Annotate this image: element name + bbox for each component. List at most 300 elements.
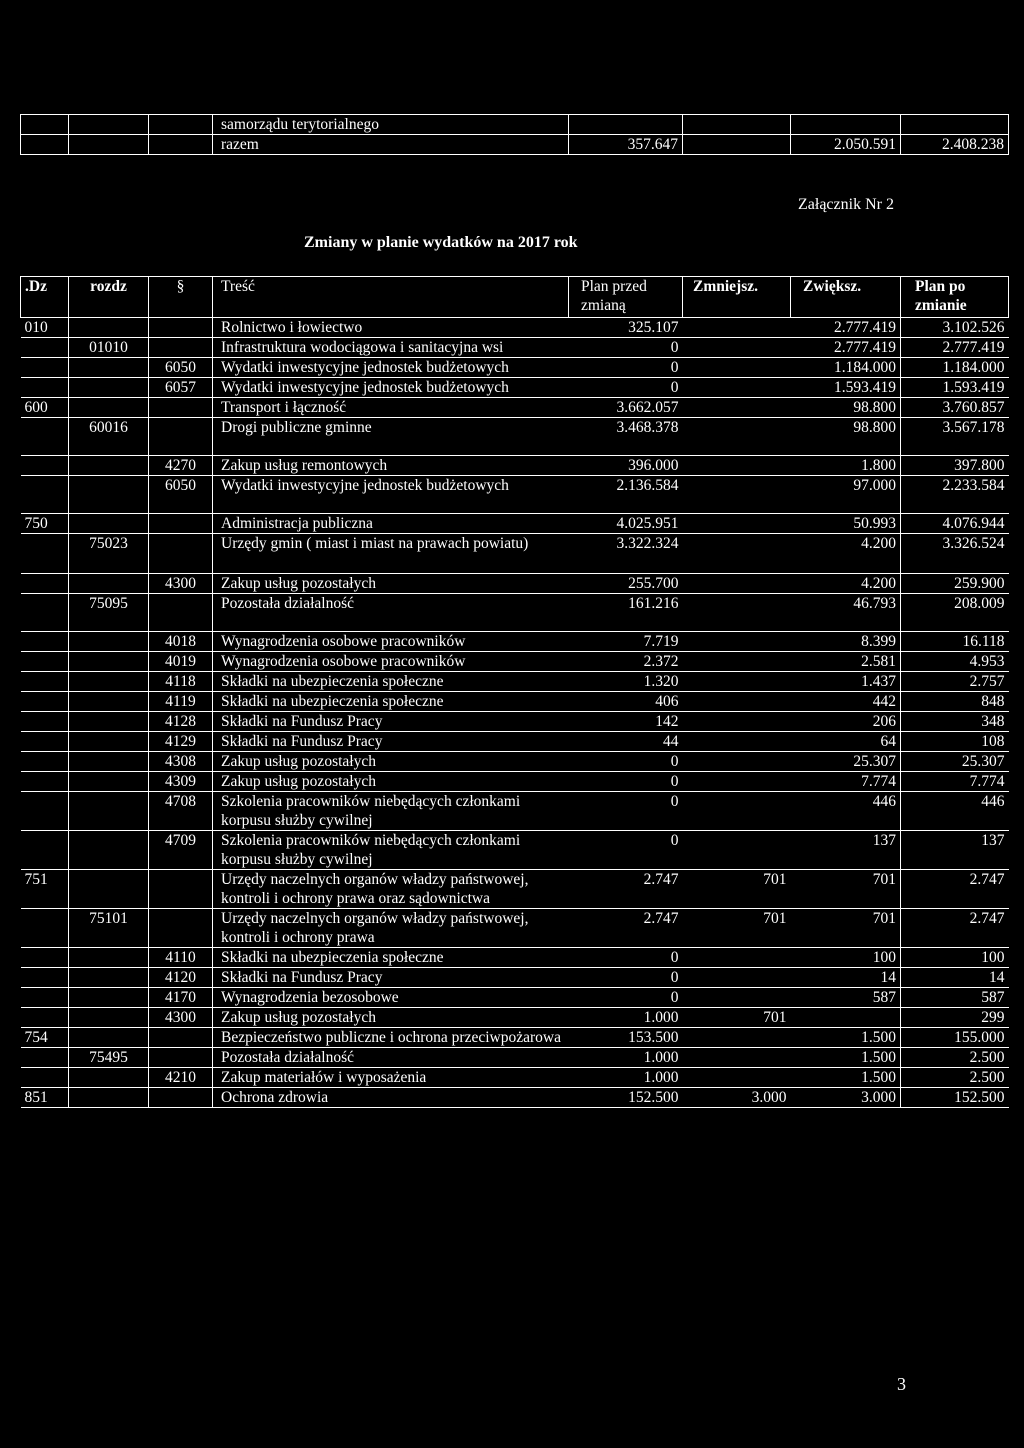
empty-cell xyxy=(149,115,213,135)
rozdz-code xyxy=(69,318,149,338)
dz-code: 851 xyxy=(21,1088,69,1108)
plan-after-value: 152.500 xyxy=(901,1088,1009,1108)
plan-after-value: 2.233.584 xyxy=(901,476,1009,514)
increase-value: 2.581 xyxy=(791,652,901,672)
increase-value: 446 xyxy=(791,792,901,831)
empty-cell xyxy=(69,115,149,135)
dz-code xyxy=(21,909,69,948)
table-row xyxy=(21,831,1009,870)
decrease-value xyxy=(683,115,791,135)
paragraph-code xyxy=(149,418,213,456)
table-row xyxy=(21,574,1009,594)
empty-cell xyxy=(149,135,213,155)
dz-code: 600 xyxy=(21,398,69,418)
decrease-value xyxy=(683,712,791,732)
decrease-value xyxy=(683,1048,791,1068)
table-row xyxy=(21,968,1009,988)
table-row xyxy=(21,476,1009,514)
dz-code xyxy=(21,732,69,752)
description: Zakup usług pozostałych xyxy=(213,752,569,772)
increase-value: 1.500 xyxy=(791,1068,901,1088)
paragraph-code: 4308 xyxy=(149,752,213,772)
description: Pozostała działalność xyxy=(213,594,569,632)
plan-after-value: 2.747 xyxy=(901,870,1009,909)
plan-before-value: 1.000 xyxy=(569,1008,683,1028)
paragraph-code xyxy=(149,870,213,909)
rozdz-code: 75495 xyxy=(69,1048,149,1068)
description: Ochrona zdrowia xyxy=(213,1088,569,1108)
description: Urzędy naczelnych organów władzy państwowej, kontroli i ochrony prawa xyxy=(213,909,569,948)
plan-before-value: 0 xyxy=(569,358,683,378)
decrease-value xyxy=(683,135,791,155)
paragraph-code: 4128 xyxy=(149,712,213,732)
document-title: Zmiany w planie wydatków na 2017 rok xyxy=(304,234,578,251)
paragraph-code: 4708 xyxy=(149,792,213,831)
page-number: 3 xyxy=(897,1374,906,1394)
plan-before-value: 3.468.378 xyxy=(569,418,683,456)
paragraph-code: 4300 xyxy=(149,1008,213,1028)
table-row xyxy=(21,752,1009,772)
decrease-value xyxy=(683,632,791,652)
increase-value: 3.000 xyxy=(791,1088,901,1108)
table-row xyxy=(21,594,1009,632)
increase-value: 1.437 xyxy=(791,672,901,692)
decrease-value xyxy=(683,318,791,338)
rozdz-code xyxy=(69,831,149,870)
increase-value: 4.200 xyxy=(791,534,901,574)
paragraph-code: 4300 xyxy=(149,574,213,594)
plan-before-value: 0 xyxy=(569,338,683,358)
table-row xyxy=(21,692,1009,712)
decrease-value xyxy=(683,476,791,514)
plan-after-value: 348 xyxy=(901,712,1009,732)
rozdz-code xyxy=(69,752,149,772)
dz-code xyxy=(21,1008,69,1028)
description: Drogi publiczne gminne xyxy=(213,418,569,456)
increase-value xyxy=(791,1008,901,1028)
dz-code xyxy=(21,672,69,692)
dz-code xyxy=(21,988,69,1008)
plan-before-value: 0 xyxy=(569,752,683,772)
plan-after-value: 155.000 xyxy=(901,1028,1009,1048)
table-row xyxy=(21,1088,1009,1108)
decrease-value xyxy=(683,574,791,594)
rozdz-code xyxy=(69,652,149,672)
increase-value: 1.800 xyxy=(791,456,901,476)
plan-after-value: 2.757 xyxy=(901,672,1009,692)
paragraph-code xyxy=(149,318,213,338)
description: Szkolenia pracowników niebędących członkami korpusu służby cywilnej xyxy=(213,792,569,831)
description: Wynagrodzenia osobowe pracowników xyxy=(213,652,569,672)
rozdz-code xyxy=(69,456,149,476)
rozdz-code xyxy=(69,692,149,712)
description: Urzędy gmin ( miast i miast na prawach powiatu) xyxy=(213,534,569,574)
dz-code xyxy=(21,792,69,831)
increase-value: 8.399 xyxy=(791,632,901,652)
table-row xyxy=(21,672,1009,692)
description: Szkolenia pracowników niebędących członkami korpusu służby cywilnej xyxy=(213,831,569,870)
dz-code xyxy=(21,594,69,632)
increase-value: 4.200 xyxy=(791,574,901,594)
rozdz-code xyxy=(69,672,149,692)
table-row xyxy=(21,514,1009,534)
plan-before-value: 0 xyxy=(569,792,683,831)
description: Składki na ubezpieczenia społeczne xyxy=(213,692,569,712)
decrease-value xyxy=(683,398,791,418)
table-row xyxy=(21,1028,1009,1048)
table-row xyxy=(21,1048,1009,1068)
rozdz-code xyxy=(69,398,149,418)
dz-code xyxy=(21,1068,69,1088)
increase-value: 701 xyxy=(791,909,901,948)
decrease-value xyxy=(683,692,791,712)
plan-before-value: 7.719 xyxy=(569,632,683,652)
description: Wydatki inwestycyjne jednostek budżetowych xyxy=(213,358,569,378)
plan-before-value: 152.500 xyxy=(569,1088,683,1108)
plan-after-value: 4.953 xyxy=(901,652,1009,672)
paragraph-code: 4170 xyxy=(149,988,213,1008)
decrease-value xyxy=(683,988,791,1008)
header-decrease: Zmniejsz. xyxy=(683,277,791,318)
decrease-value xyxy=(683,378,791,398)
decrease-value: 701 xyxy=(683,1008,791,1028)
dz-code xyxy=(21,534,69,574)
plan-after-value: 4.076.944 xyxy=(901,514,1009,534)
dz-code xyxy=(21,652,69,672)
plan-after-value: 259.900 xyxy=(901,574,1009,594)
decrease-value xyxy=(683,418,791,456)
empty-cell xyxy=(21,115,69,135)
table-row xyxy=(21,632,1009,652)
paragraph-code: 4120 xyxy=(149,968,213,988)
table-row xyxy=(21,732,1009,752)
plan-before-value: 161.216 xyxy=(569,594,683,632)
plan-after-value: 2.408.238 xyxy=(901,135,1009,155)
plan-before-value: 396.000 xyxy=(569,456,683,476)
decrease-value xyxy=(683,338,791,358)
plan-before-value: 2.136.584 xyxy=(569,476,683,514)
increase-value: 100 xyxy=(791,948,901,968)
plan-before-value: 3.322.324 xyxy=(569,534,683,574)
decrease-value xyxy=(683,792,791,831)
increase-value xyxy=(791,115,901,135)
decrease-value xyxy=(683,594,791,632)
increase-value: 1.500 xyxy=(791,1048,901,1068)
rozdz-code xyxy=(69,476,149,514)
table-row xyxy=(21,398,1009,418)
plan-after-value: 7.774 xyxy=(901,772,1009,792)
increase-value: 98.800 xyxy=(791,418,901,456)
plan-after-value: 14 xyxy=(901,968,1009,988)
rozdz-code xyxy=(69,792,149,831)
decrease-value xyxy=(683,358,791,378)
rozdz-code xyxy=(69,1008,149,1028)
table-row xyxy=(21,115,1009,135)
rozdz-code xyxy=(69,772,149,792)
increase-value: 98.800 xyxy=(791,398,901,418)
row-label: razem xyxy=(213,135,569,155)
increase-value: 1.184.000 xyxy=(791,358,901,378)
decrease-value xyxy=(683,948,791,968)
increase-value: 137 xyxy=(791,831,901,870)
paragraph-code: 4129 xyxy=(149,732,213,752)
paragraph-code xyxy=(149,1088,213,1108)
rozdz-code xyxy=(69,574,149,594)
table-row xyxy=(21,534,1009,574)
decrease-value: 701 xyxy=(683,870,791,909)
paragraph-code: 6057 xyxy=(149,378,213,398)
description: Pozostała działalność xyxy=(213,1048,569,1068)
increase-value: 14 xyxy=(791,968,901,988)
plan-after-value: 208.009 xyxy=(901,594,1009,632)
paragraph-code: 6050 xyxy=(149,476,213,514)
rozdz-code xyxy=(69,514,149,534)
plan-after-value xyxy=(901,115,1009,135)
increase-value: 25.307 xyxy=(791,752,901,772)
table-row xyxy=(21,792,1009,831)
decrease-value xyxy=(683,514,791,534)
rozdz-code xyxy=(69,1088,149,1108)
paragraph-code xyxy=(149,534,213,574)
dz-code xyxy=(21,358,69,378)
table-row xyxy=(21,456,1009,476)
previous-table-tail xyxy=(20,114,1009,155)
increase-value: 50.993 xyxy=(791,514,901,534)
plan-before-value: 1.000 xyxy=(569,1048,683,1068)
plan-after-value: 848 xyxy=(901,692,1009,712)
description: Składki na ubezpieczenia społeczne xyxy=(213,948,569,968)
dz-code xyxy=(21,772,69,792)
row-label: samorządu terytorialnego xyxy=(213,115,569,135)
plan-before-value: 357.647 xyxy=(569,135,683,155)
dz-code xyxy=(21,632,69,652)
rozdz-code: 75101 xyxy=(69,909,149,948)
dz-code xyxy=(21,968,69,988)
plan-after-value: 1.184.000 xyxy=(901,358,1009,378)
table-row xyxy=(21,358,1009,378)
paragraph-code xyxy=(149,398,213,418)
paragraph-code xyxy=(149,1048,213,1068)
plan-after-value: 137 xyxy=(901,831,1009,870)
paragraph-code xyxy=(149,1028,213,1048)
plan-after-value: 3.102.526 xyxy=(901,318,1009,338)
rozdz-code xyxy=(69,378,149,398)
dz-code xyxy=(21,1048,69,1068)
plan-after-value: 299 xyxy=(901,1008,1009,1028)
paragraph-code: 4019 xyxy=(149,652,213,672)
description: Zakup materiałów i wyposażenia xyxy=(213,1068,569,1088)
decrease-value xyxy=(683,732,791,752)
dz-code xyxy=(21,476,69,514)
increase-value: 587 xyxy=(791,988,901,1008)
rozdz-code xyxy=(69,358,149,378)
header-increase: Zwiększ. xyxy=(791,277,901,318)
increase-value: 46.793 xyxy=(791,594,901,632)
plan-after-value: 2.777.419 xyxy=(901,338,1009,358)
rozdz-code: 60016 xyxy=(69,418,149,456)
description: Zakup usług pozostałych xyxy=(213,772,569,792)
plan-after-value: 2.747 xyxy=(901,909,1009,948)
plan-after-value: 397.800 xyxy=(901,456,1009,476)
decrease-value xyxy=(683,968,791,988)
rozdz-code xyxy=(69,948,149,968)
paragraph-code xyxy=(149,594,213,632)
table-row xyxy=(21,338,1009,358)
plan-before-value: 406 xyxy=(569,692,683,712)
description: Infrastruktura wodociągowa i sanitacyjna wsi xyxy=(213,338,569,358)
dz-code xyxy=(21,712,69,732)
header-rozdz: rozdz xyxy=(69,277,149,318)
dz-code: 750 xyxy=(21,514,69,534)
plan-after-value: 100 xyxy=(901,948,1009,968)
plan-before-value: 325.107 xyxy=(569,318,683,338)
dz-code xyxy=(21,948,69,968)
plan-before-value: 1.000 xyxy=(569,1068,683,1088)
plan-before-value: 3.662.057 xyxy=(569,398,683,418)
increase-value: 2.777.419 xyxy=(791,338,901,358)
decrease-value xyxy=(683,652,791,672)
dz-code xyxy=(21,338,69,358)
dz-code xyxy=(21,692,69,712)
dz-code: 751 xyxy=(21,870,69,909)
increase-value: 7.774 xyxy=(791,772,901,792)
increase-value: 206 xyxy=(791,712,901,732)
plan-before-value: 0 xyxy=(569,378,683,398)
plan-before-value: 153.500 xyxy=(569,1028,683,1048)
paragraph-code: 4110 xyxy=(149,948,213,968)
plan-before-value: 0 xyxy=(569,968,683,988)
table-row xyxy=(21,135,1009,155)
plan-before-value: 2.747 xyxy=(569,870,683,909)
description: Transport i łączność xyxy=(213,398,569,418)
increase-value: 442 xyxy=(791,692,901,712)
plan-after-value: 2.500 xyxy=(901,1048,1009,1068)
table-row xyxy=(21,1068,1009,1088)
table-row xyxy=(21,318,1009,338)
plan-before-value: 2.372 xyxy=(569,652,683,672)
table-row xyxy=(21,378,1009,398)
dz-code xyxy=(21,752,69,772)
plan-after-value: 25.307 xyxy=(901,752,1009,772)
rozdz-code: 75023 xyxy=(69,534,149,574)
empty-cell xyxy=(21,135,69,155)
increase-value: 97.000 xyxy=(791,476,901,514)
table-row xyxy=(21,870,1009,909)
table-row xyxy=(21,772,1009,792)
decrease-value xyxy=(683,534,791,574)
plan-before-value: 44 xyxy=(569,732,683,752)
increase-value: 2.050.591 xyxy=(791,135,901,155)
plan-after-value: 446 xyxy=(901,792,1009,831)
expenditure-changes-table xyxy=(20,276,1009,1108)
dz-code: 754 xyxy=(21,1028,69,1048)
plan-after-value: 108 xyxy=(901,732,1009,752)
description: Składki na Fundusz Pracy xyxy=(213,968,569,988)
description: Administracja publiczna xyxy=(213,514,569,534)
description: Bezpieczeństwo publiczne i ochrona przeciwpożarowa xyxy=(213,1028,569,1048)
plan-before-value: 0 xyxy=(569,831,683,870)
header-tresc: Treść xyxy=(213,277,569,318)
plan-after-value: 587 xyxy=(901,988,1009,1008)
table-row xyxy=(21,988,1009,1008)
decrease-value xyxy=(683,772,791,792)
decrease-value xyxy=(683,672,791,692)
decrease-value xyxy=(683,752,791,772)
description: Wynagrodzenia bezosobowe xyxy=(213,988,569,1008)
decrease-value xyxy=(683,456,791,476)
attachment-label: Załącznik Nr 2 xyxy=(798,196,894,213)
description: Wydatki inwestycyjne jednostek budżetowych xyxy=(213,378,569,398)
paragraph-code: 4018 xyxy=(149,632,213,652)
rozdz-code xyxy=(69,988,149,1008)
paragraph-code: 4709 xyxy=(149,831,213,870)
rozdz-code xyxy=(69,1028,149,1048)
empty-cell xyxy=(69,135,149,155)
plan-before-value: 2.747 xyxy=(569,909,683,948)
description: Składki na Fundusz Pracy xyxy=(213,732,569,752)
rozdz-code: 01010 xyxy=(69,338,149,358)
table-row xyxy=(21,1008,1009,1028)
rozdz-code xyxy=(69,632,149,652)
plan-before-value: 1.320 xyxy=(569,672,683,692)
description: Zakup usług remontowych xyxy=(213,456,569,476)
plan-before-value: 142 xyxy=(569,712,683,732)
decrease-value: 701 xyxy=(683,909,791,948)
plan-before-value: 0 xyxy=(569,988,683,1008)
description: Składki na Fundusz Pracy xyxy=(213,712,569,732)
decrease-value xyxy=(683,831,791,870)
header-plan-before: Plan przed zmianą xyxy=(569,277,683,318)
paragraph-code xyxy=(149,909,213,948)
rozdz-code xyxy=(69,732,149,752)
plan-before-value: 0 xyxy=(569,948,683,968)
description: Zakup usług pozostałych xyxy=(213,574,569,594)
decrease-value xyxy=(683,1068,791,1088)
paragraph-code: 4309 xyxy=(149,772,213,792)
increase-value: 2.777.419 xyxy=(791,318,901,338)
table-row xyxy=(21,909,1009,948)
description: Rolnictwo i łowiectwo xyxy=(213,318,569,338)
increase-value: 1.500 xyxy=(791,1028,901,1048)
table-row xyxy=(21,652,1009,672)
description: Wynagrodzenia osobowe pracowników xyxy=(213,632,569,652)
plan-before-value xyxy=(569,115,683,135)
paragraph-code: 4119 xyxy=(149,692,213,712)
dz-code xyxy=(21,418,69,456)
plan-before-value: 255.700 xyxy=(569,574,683,594)
paragraph-code: 4210 xyxy=(149,1068,213,1088)
table-header-row xyxy=(21,277,1009,318)
dz-code: 010 xyxy=(21,318,69,338)
increase-value: 64 xyxy=(791,732,901,752)
description: Zakup usług pozostałych xyxy=(213,1008,569,1028)
rozdz-code: 75095 xyxy=(69,594,149,632)
description: Urzędy naczelnych organów władzy państwowej, kontroli i ochrony prawa oraz sądownictwa xyxy=(213,870,569,909)
rozdz-code xyxy=(69,968,149,988)
paragraph-code: 4118 xyxy=(149,672,213,692)
table-row xyxy=(21,712,1009,732)
dz-code xyxy=(21,456,69,476)
header-plan-after: Plan po zmianie xyxy=(901,277,1009,318)
plan-before-value: 4.025.951 xyxy=(569,514,683,534)
description: Wydatki inwestycyjne jednostek budżetowych xyxy=(213,476,569,514)
increase-value: 701 xyxy=(791,870,901,909)
increase-value: 1.593.419 xyxy=(791,378,901,398)
paragraph-code: 6050 xyxy=(149,358,213,378)
plan-after-value: 16.118 xyxy=(901,632,1009,652)
dz-code xyxy=(21,378,69,398)
plan-after-value: 3.760.857 xyxy=(901,398,1009,418)
